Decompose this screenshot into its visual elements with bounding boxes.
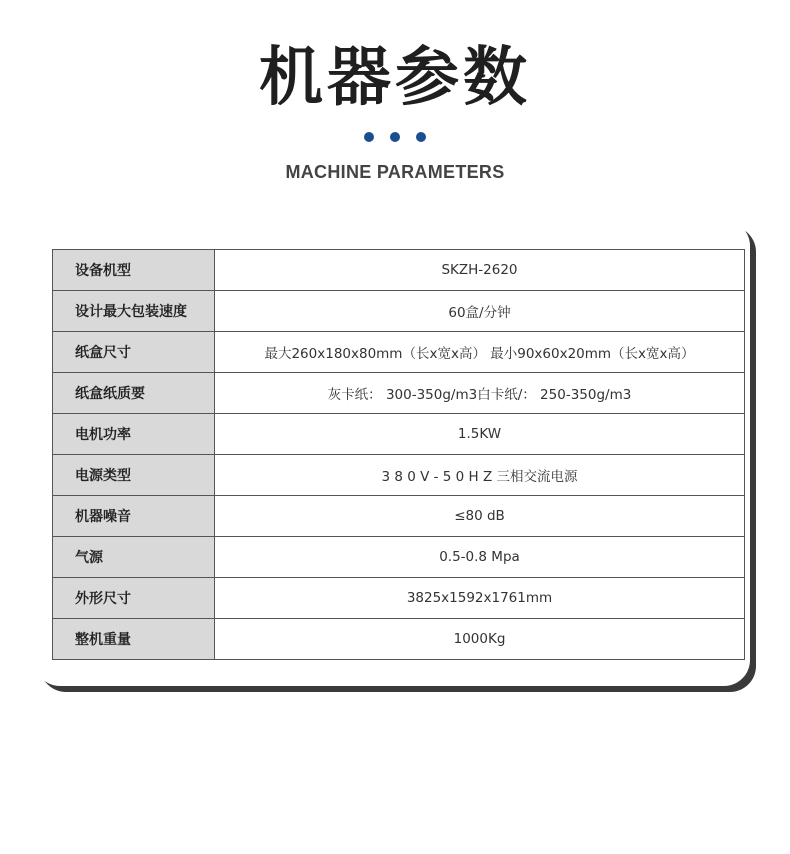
param-label: 外形尺寸 (53, 578, 215, 619)
param-value: SKZH-2620 (215, 250, 745, 291)
table-row (53, 250, 745, 291)
decorative-dots (0, 132, 790, 142)
dot-icon (364, 132, 374, 142)
table-row (53, 578, 745, 619)
param-value: 3825x1592x1761mm (215, 578, 745, 619)
param-label: 设备机型 (53, 250, 215, 291)
page-title: 机器参数 (259, 41, 531, 115)
param-value: 1000Kg (215, 619, 745, 660)
parameters-table (52, 249, 745, 660)
param-label: 电机功率 (53, 414, 215, 455)
param-label: 整机重量 (53, 619, 215, 660)
table-row (53, 332, 745, 373)
table-row (53, 537, 745, 578)
param-value: 60盒/分钟 (215, 291, 745, 332)
param-label: 纸盒纸质要 (53, 373, 215, 414)
table-row (53, 291, 745, 332)
param-label: 纸盒尺寸 (53, 332, 215, 373)
param-value: 0.5-0.8 Mpa (215, 537, 745, 578)
param-value: 3 8 0 V - 5 0 H Z 三相交流电源 (215, 455, 745, 496)
param-label: 机器噪音 (53, 496, 215, 537)
param-value: 灰卡纸： 300-350g/m3白卡纸/： 250-350g/m3 (215, 373, 745, 414)
param-label: 气源 (53, 537, 215, 578)
param-value: ≤80 dB (215, 496, 745, 537)
param-label: 设计最大包装速度 (53, 291, 215, 332)
dot-icon (390, 132, 400, 142)
table-row (53, 414, 745, 455)
param-value: 1.5KW (215, 414, 745, 455)
param-label: 电源类型 (53, 455, 215, 496)
table-row (53, 373, 745, 414)
table-row (53, 455, 745, 496)
dot-icon (416, 132, 426, 142)
table-row (53, 619, 745, 660)
param-value: 最大260x180x80mm（长x宽x高） 最小90x60x20mm（长x宽x高） (215, 332, 745, 373)
page-subtitle: MACHINE PARAMETERS (285, 162, 505, 182)
table-row (53, 496, 745, 537)
